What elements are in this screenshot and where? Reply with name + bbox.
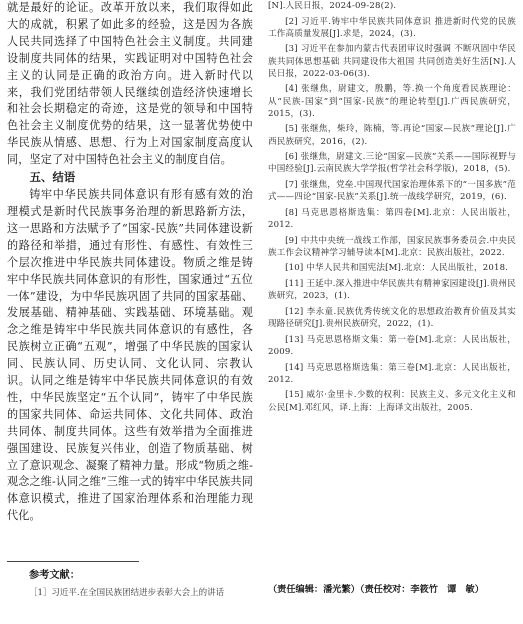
reference-item: [11] 王延中.深入推进中华民族共有精神家园建设[J].贵州民族研究，2023，(1). <box>268 279 516 302</box>
reference-item: [5] 张继焦，柴玲，陈楠，等.再论“国家—民族”理论[J].广西民族研究，2016，(2). <box>268 124 516 147</box>
reference-item-1: ［1］习近平.在全国民族团结进步表彰大会上的讲话 <box>29 588 225 598</box>
reference-item: [14] 马克思恩格斯选集：第三卷[M].北京：人民出版社，2012. <box>268 362 516 385</box>
right-column-references <box>268 0 516 417</box>
reference-item: [9] 中共中央统一战线工作部，国家民族事务委员会.中央民族工作会议精神学习辅导读本[M].北京：民族出版社，2022. <box>268 235 516 258</box>
reference-item: [12] 李永童.民族优秀传统文化的思想政治教育价值及其实现路径研究[J].贵州民族研究，2022，(1). <box>268 306 516 330</box>
references-label: 参考文献： <box>29 570 80 581</box>
reference-item: [8] 马克思恩格斯选集：第四卷[M].北京：人民出版社，2012. <box>268 207 516 230</box>
reference-item: [15] 威尔·金里卡.少数的权利：民族主义、多元文化主义和公民[M].邓红风，译.上海：上海译文出版社，2005. <box>268 390 516 413</box>
references-divider <box>7 561 139 562</box>
reference-item: [2] 习近平.铸牢中华民族共同体意识 推进新时代党的民族工作高质量发展[J].求是，2024，(3). <box>268 16 516 39</box>
section-heading-conclusion: 五、结语 <box>29 171 76 185</box>
reference-item: [10] 中华人民共和国宪法[M].北京：人民出版社，2018. <box>285 263 509 274</box>
reference-item: [7] 张继焦，党垒.中国现代国家治理体系下的“一国多族”范式——四论“国家-民族”关系[J].统一战线学研究，2019，(6). <box>268 180 516 203</box>
reference-item: [3] 习近平在参加内蒙古代表团审议时强调 不断巩固中华民族共同体思想基础 共同建设伟大祖国 共同创造美好生活[N].人民日报，2022-03-06(3). <box>268 44 516 79</box>
body-paragraph-continued: 就是最好的论证。改革开放以来，我们取得如此大的成就，积累了如此多的经验，这是因为各族人民共同选择了中国特色社会主义制度。共同建设制度共同体的结果，实践证明对中国特色社会主义的认同是正确的政治方向。进入新时代以来，我们党团结带领人民继续创造经济快速增长和社会长期稳定的奇迹，这是党的领导和中国特色社会主义制度优势的结果，这一显著优势使中华民族从情感、思想、行为上对国家制度高度认同，坚定了对中国特色社会主义的制度自信。 <box>7 1 253 167</box>
reference-item: [4] 张继焦，尉建文，殷鹏，等.换一个角度看民族理论：从“民族-国家”到“国家-民族”的理论转型[J].广西民族研究，2015，(3). <box>268 84 516 119</box>
editor-credits: （责任编辑：潘光繁）（责任校对：李筱竹 谭 敏） <box>268 584 484 595</box>
body-paragraph-conclusion: 铸牢中华民族共同体意识有形有感有效的治理模式是新时代民族事务治理的新思路新方法，这一思路和方法赋予了“国家-民族”共同体建设新的路径和举措，通过有形性、有感性、有效性三个层次推进中华民族共同体建设。物质之维是铸牢中华民族共同体意识的有形性，国家通过“五位一体”建设，为中华民族巩固了共同的国家基础、发展基础、精神基础、实践基础、环境基础。观念之维是铸牢中华民族共同体意识的有感性，各民族树立正确“五观”，增强了中华民族的国家认同、民族认同、历史认同、文化认同、宗教认识。认同之维是铸牢中华民族共同体意识的有效性，中华民族坚定“五个认同”，铸牢了中华民族的国家共同体、命运共同体、文化共同体、政治共同体、制度共同体。这些有效举措为全面推进强国建设、民族复兴伟业，创造了物质基础、树立了意识观念、凝聚了精神力量。形成“物质之维-观念之维-认同之维”三维一式的铸牢中华民族共同体意识模式，推进了国家治理体系和治理能力现代化。 <box>7 188 253 523</box>
reference-item: [13] 马克思恩格斯文集：第一卷[M].北京：人民出版社，2009. <box>268 334 516 357</box>
left-column <box>7 0 253 525</box>
reference-item-1-continued: [N].人民日报，2024-09-28(2). <box>268 1 397 11</box>
reference-item: [6] 张继焦，尉建文.三论“国家—民族”关系——国际视野与中国经验[J].云南民族大学学报(哲学社会科学版)，2018，(5). <box>268 152 516 175</box>
